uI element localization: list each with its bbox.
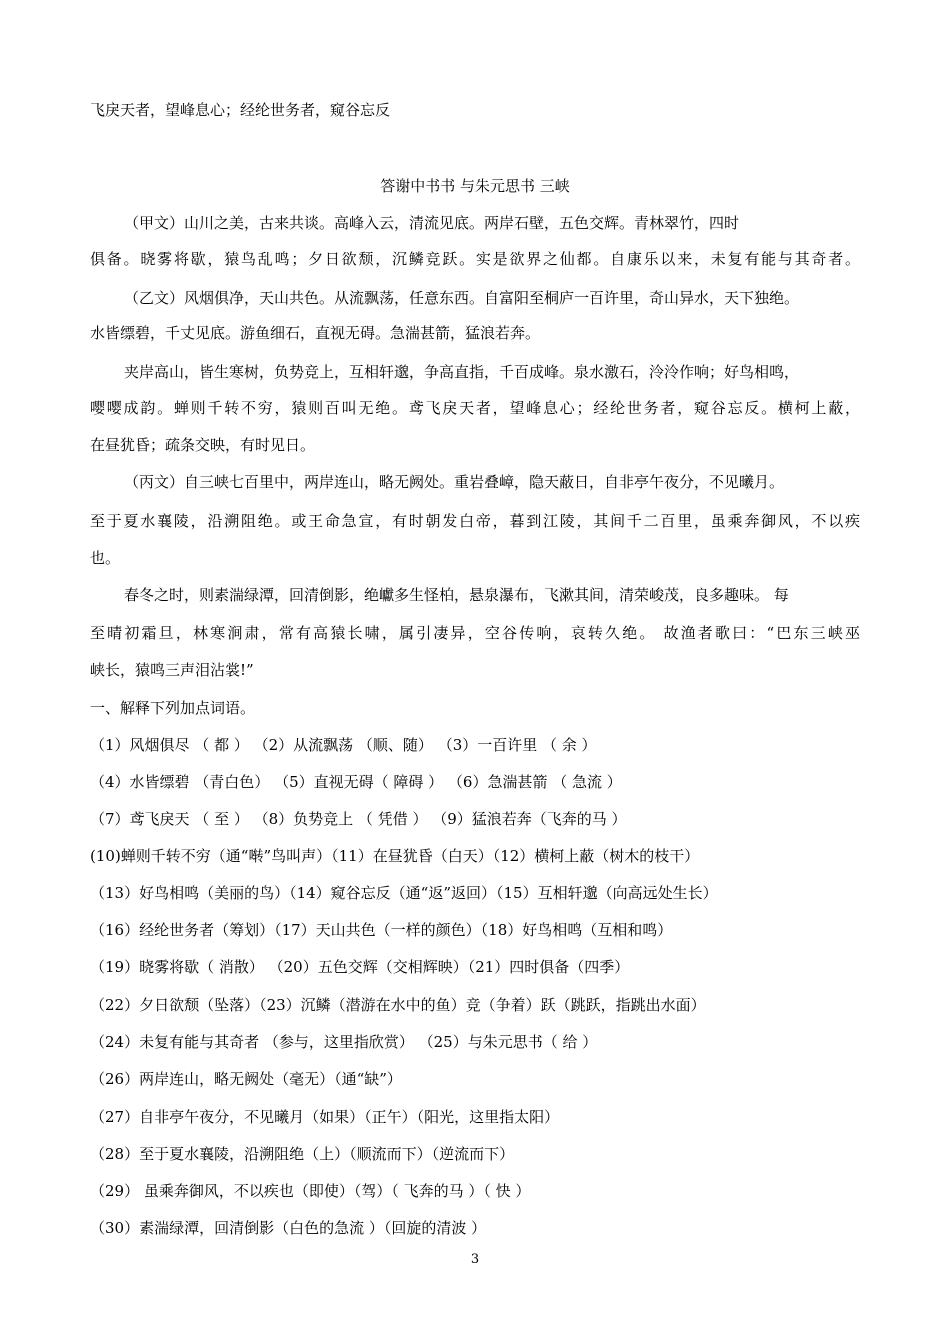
vocab-item: （22）夕日欲颓（坠落）（23）沉鳞（潜游在水中的鱼）竞（争着）跃（跳跃，指跳出水面）	[90, 996, 706, 1014]
section-heading: 一、解释下列加点词语。	[90, 699, 256, 717]
passage-bing-line-2: 至于夏水襄陵，沿溯阻绝。或王命急宣，有时朝发白帝，暮到江陵，其间千二百里，虽乘奔御风，不以疾	[90, 512, 860, 530]
vocab-item: （28）至于夏水襄陵，沿溯阻绝（上）（顺流而下）（逆流而下）	[90, 1145, 515, 1163]
top-line: 飞戾天者，望峰息心；经纶世务者，窥谷忘反	[90, 101, 391, 119]
vocab-item: (10)蝉则千转不穷（通“啭”鸟叫声）（11）在昼犹昏（白天）（12）横柯上蔽（树木的枝干）	[90, 847, 700, 865]
vocab-item: （26）两岸连山，略无阙处（毫无）（通“缺”）	[90, 1070, 402, 1088]
passage-yi-line-2: 水皆缥碧，千丈见底。游鱼细石，直视无碍。急湍甚箭，猛浪若奔。	[90, 324, 541, 342]
passage-yi-line-3: 夹岸高山，皆生寒树，负势竞上，互相轩邈，争高直指，千百成峰。泉水激石，泠泠作响；好鸟相鸣，	[124, 363, 800, 381]
vocab-item: （16）经纶世务者（筹划）（17）天山共色（一样的颜色）（18）好鸟相鸣（互相和鸣）	[90, 921, 673, 939]
vocab-item: （29） 虽乘奔御风，不以疾也（即使）（驾）（ 飞奔的马 ）（ 快 ）	[90, 1182, 531, 1200]
vocab-item: （19）晓雾将歇（ 消散） （20）五色交辉（交相辉映）（21）四时俱备（四季）	[90, 958, 630, 976]
passage-yi-line-4: 嘤嘤成韵。蝉则千转不穷，猿则百叫无绝。鸢飞戾天者，望峰息心；经纶世务者，窥谷忘反。横柯上蔽，	[90, 399, 860, 417]
vocab-item: （1）风烟俱尽 （ 都 ） （2）从流飘荡 （顺、随） （3）一百许里 （ 余 ）	[90, 736, 597, 754]
passage-jia-line-1: （甲文）山川之美，古来共谈。高峰入云，清流见底。两岸石壁，五色交辉。青林翠竹，四时	[124, 214, 740, 232]
passage-bing-line-6: 峡长，猿鸣三声泪沾裳!”	[90, 661, 254, 679]
page-number: 3	[470, 1252, 480, 1267]
passage-bing-line-4: 春冬之时，则素湍绿潭，回清倒影，绝巘多生怪柏，悬泉瀑布，飞漱其间，清荣峻茂，良多趣味。 每	[124, 586, 789, 604]
passage-bing-line-3: 也。	[90, 549, 121, 567]
vocab-item: （24）未复有能与其奇者 （参与，这里指欣赏） （25）与朱元思书（ 给 ）	[90, 1033, 598, 1051]
passage-jia-line-2: 俱备。晓雾将歇，猿鸟乱鸣；夕日欲颓，沉鳞竞跃。实是欲界之仙都。自康乐以来，未复有能与其奇者。	[90, 250, 860, 268]
passage-bing-line-5: 至晴初霜旦，林寒涧肃，常有高猿长啸，属引凄异，空谷传响，哀转久绝。 故渔者歌曰：“巴东三峡巫	[90, 624, 860, 642]
passage-bing-line-1: （丙文）自三峡七百里中，两岸连山，略无阙处。重岩叠嶂，隐天蔽日，自非亭午夜分，不见曦月。	[124, 473, 785, 491]
vocab-item: （27）自非亭午夜分，不见曦月（如果）（正午）（阳光，这里指太阳）	[90, 1108, 560, 1126]
passage-yi-line-1: （乙文）风烟俱净，天山共色。从流飘荡，任意东西。自富阳至桐庐一百许里，奇山异水，天下独绝。	[124, 289, 800, 307]
vocab-item: （30）素湍绿潭，回清倒影（白色的急流 ）（回旋的清波 ）	[90, 1219, 487, 1237]
vocab-item: （4）水皆缥碧 （青白色） （5）直视无碍（ 障碍 ） （6）急湍甚箭 （ 急流 ）	[90, 773, 622, 791]
passage-yi-line-5: 在昼犹昏；疏条交映，有时见日。	[90, 436, 316, 454]
page-title: 答谢中书书 与朱元思书 三峡	[380, 177, 570, 195]
vocab-item: （7）鸢飞戾天 （ 至 ） （8）负势竞上 （ 凭借 ） （9）猛浪若奔（飞奔的马 ）	[90, 810, 627, 828]
vocab-item: （13）好鸟相鸣（美丽的鸟）（14）窥谷忘反（通“返”返回）（15）互相轩邈（向高远处生长）	[90, 884, 718, 902]
